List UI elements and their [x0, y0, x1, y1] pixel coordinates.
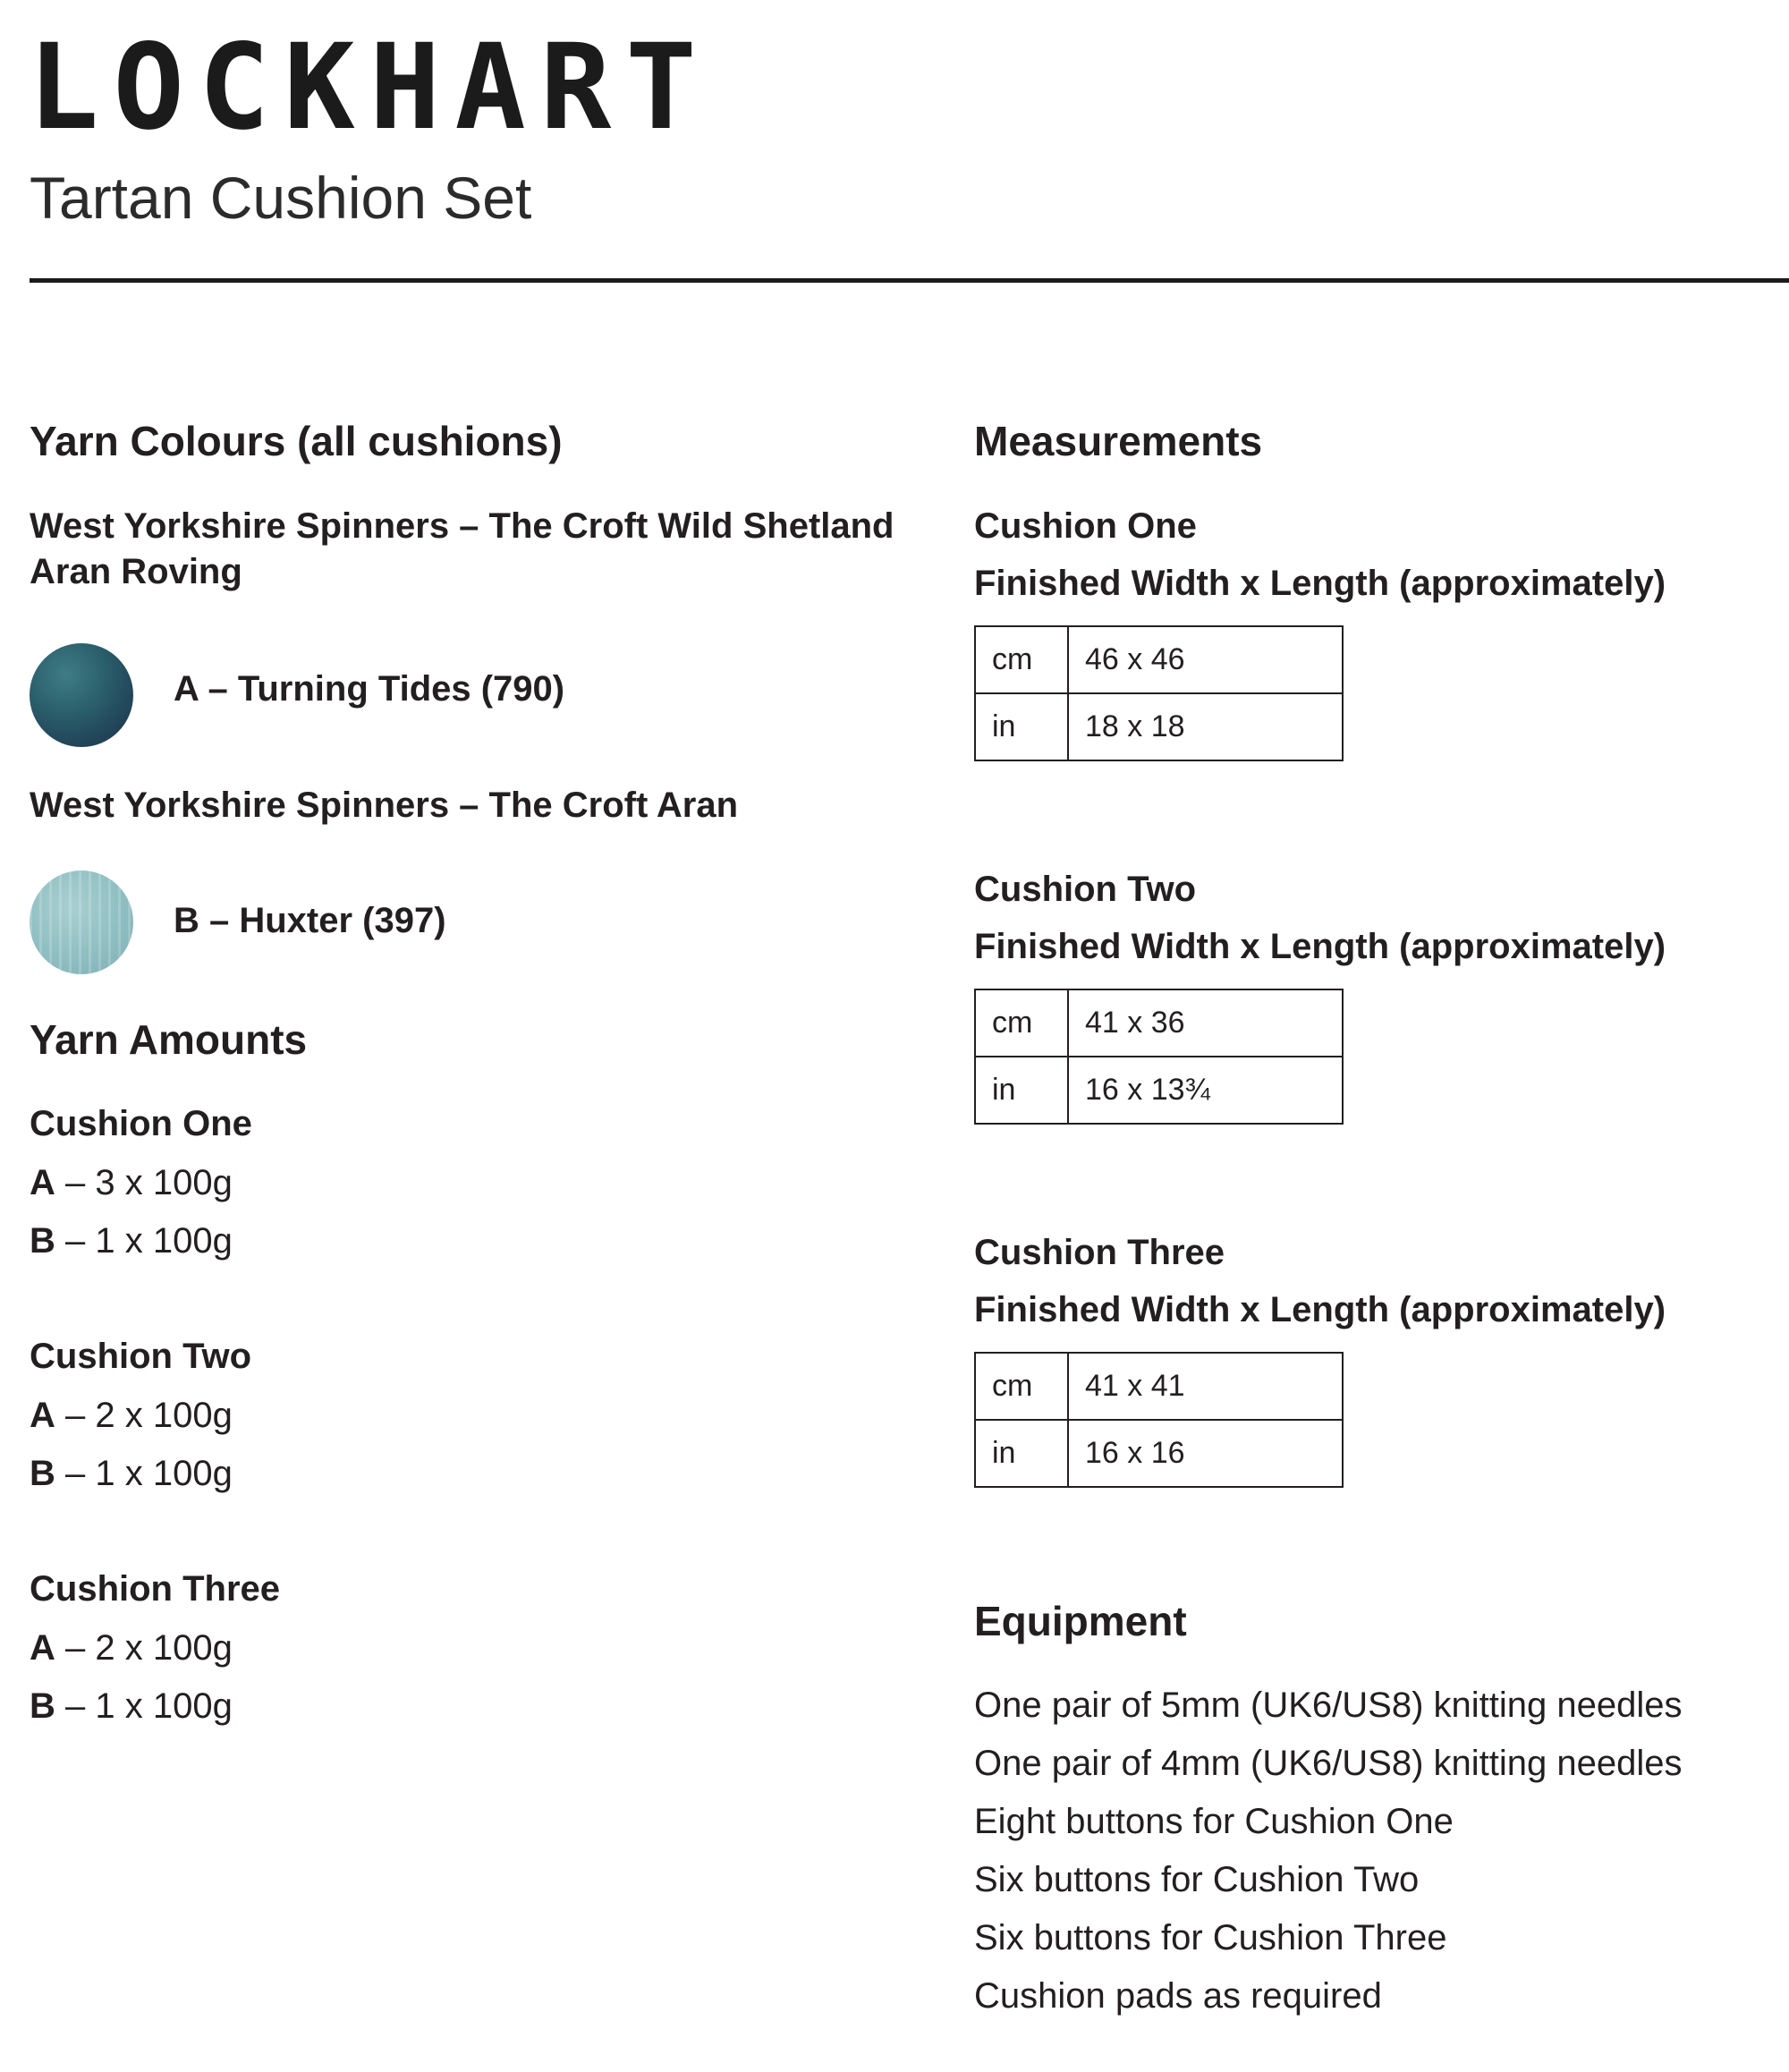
meas-cushion-three-title: Cushion Three — [974, 1233, 1225, 1272]
amounts-cushion-three-b: B – 1 x 100g — [30, 1686, 233, 1726]
unit-cell: cm — [975, 989, 1068, 1057]
amounts-cushion-two-title: Cushion Two — [30, 1337, 252, 1376]
table-row — [975, 1353, 1343, 1420]
meas-cushion-three-subtitle: Finished Width x Length (approximately) — [974, 1290, 1666, 1329]
brand-logo: LOCKHART — [28, 19, 711, 157]
meas-cushion-two-subtitle: Finished Width x Length (approximately) — [974, 927, 1666, 966]
yarn-amounts-heading: Yarn Amounts — [30, 1016, 308, 1063]
table-row — [975, 1420, 1343, 1487]
colour-a-swatch — [30, 643, 133, 747]
unit-cell: cm — [975, 1353, 1068, 1420]
list-item: One pair of 4mm (UK6/US8) knitting needles — [974, 1744, 1683, 1783]
colour-b-swatch — [30, 870, 133, 974]
value-cell: 41 x 41 — [1068, 1353, 1343, 1420]
list-item: Eight buttons for Cushion One — [974, 1802, 1454, 1841]
value-cell: 41 x 36 — [1068, 989, 1343, 1057]
table-row — [975, 989, 1343, 1057]
colour-b-label: B – Huxter (397) — [174, 901, 446, 940]
equipment-heading: Equipment — [974, 1598, 1187, 1644]
meas-cushion-one-table — [974, 625, 1344, 761]
measurements-heading: Measurements — [974, 418, 1263, 464]
meas-cushion-two-table — [974, 989, 1344, 1125]
table-row — [975, 1057, 1343, 1124]
yarn2-name: West Yorkshire Spinners – The Croft Aran — [30, 785, 739, 825]
value-cell: 16 x 13¾ — [1068, 1057, 1343, 1124]
colour-a-label: A – Turning Tides (790) — [174, 669, 565, 709]
unit-cell: in — [975, 1057, 1068, 1124]
value-cell: 46 x 46 — [1068, 626, 1343, 693]
list-item: Six buttons for Cushion Two — [974, 1860, 1420, 1899]
table-row — [975, 693, 1343, 760]
yarn-colours-heading: Yarn Colours (all cushions) — [30, 418, 563, 464]
value-cell: 16 x 16 — [1068, 1420, 1343, 1487]
unit-cell: cm — [975, 626, 1068, 693]
meas-cushion-one-title: Cushion One — [974, 506, 1197, 546]
unit-cell: in — [975, 693, 1068, 760]
unit-cell: in — [975, 1420, 1068, 1487]
amounts-cushion-one-a: A – 3 x 100g — [30, 1163, 233, 1202]
value-cell: 18 x 18 — [1068, 693, 1343, 760]
meas-cushion-three-table — [974, 1352, 1344, 1488]
amounts-cushion-two-a: A – 2 x 100g — [30, 1396, 233, 1435]
amounts-cushion-three-a: A – 2 x 100g — [30, 1628, 233, 1668]
page-title: Tartan Cushion Set — [30, 165, 532, 231]
meas-cushion-two-title: Cushion Two — [974, 870, 1197, 909]
amounts-cushion-one-b: B – 1 x 100g — [30, 1221, 233, 1261]
amounts-cushion-two-b: B – 1 x 100g — [30, 1454, 233, 1493]
amounts-cushion-three-title: Cushion Three — [30, 1569, 281, 1609]
list-item: Cushion pads as required — [974, 1976, 1382, 2016]
amounts-cushion-one-title: Cushion One — [30, 1104, 252, 1143]
meas-cushion-one-subtitle: Finished Width x Length (approximately) — [974, 564, 1666, 603]
yarn1-name: West Yorkshire Spinners – The Croft Wild Shetland — [30, 506, 894, 546]
header-divider — [30, 278, 1789, 283]
list-item: One pair of 5mm (UK6/US8) knitting needles — [974, 1686, 1683, 1725]
table-row — [975, 626, 1343, 693]
yarn1-name-line2: Aran Roving — [30, 552, 242, 591]
list-item: Six buttons for Cushion Three — [974, 1918, 1447, 1957]
